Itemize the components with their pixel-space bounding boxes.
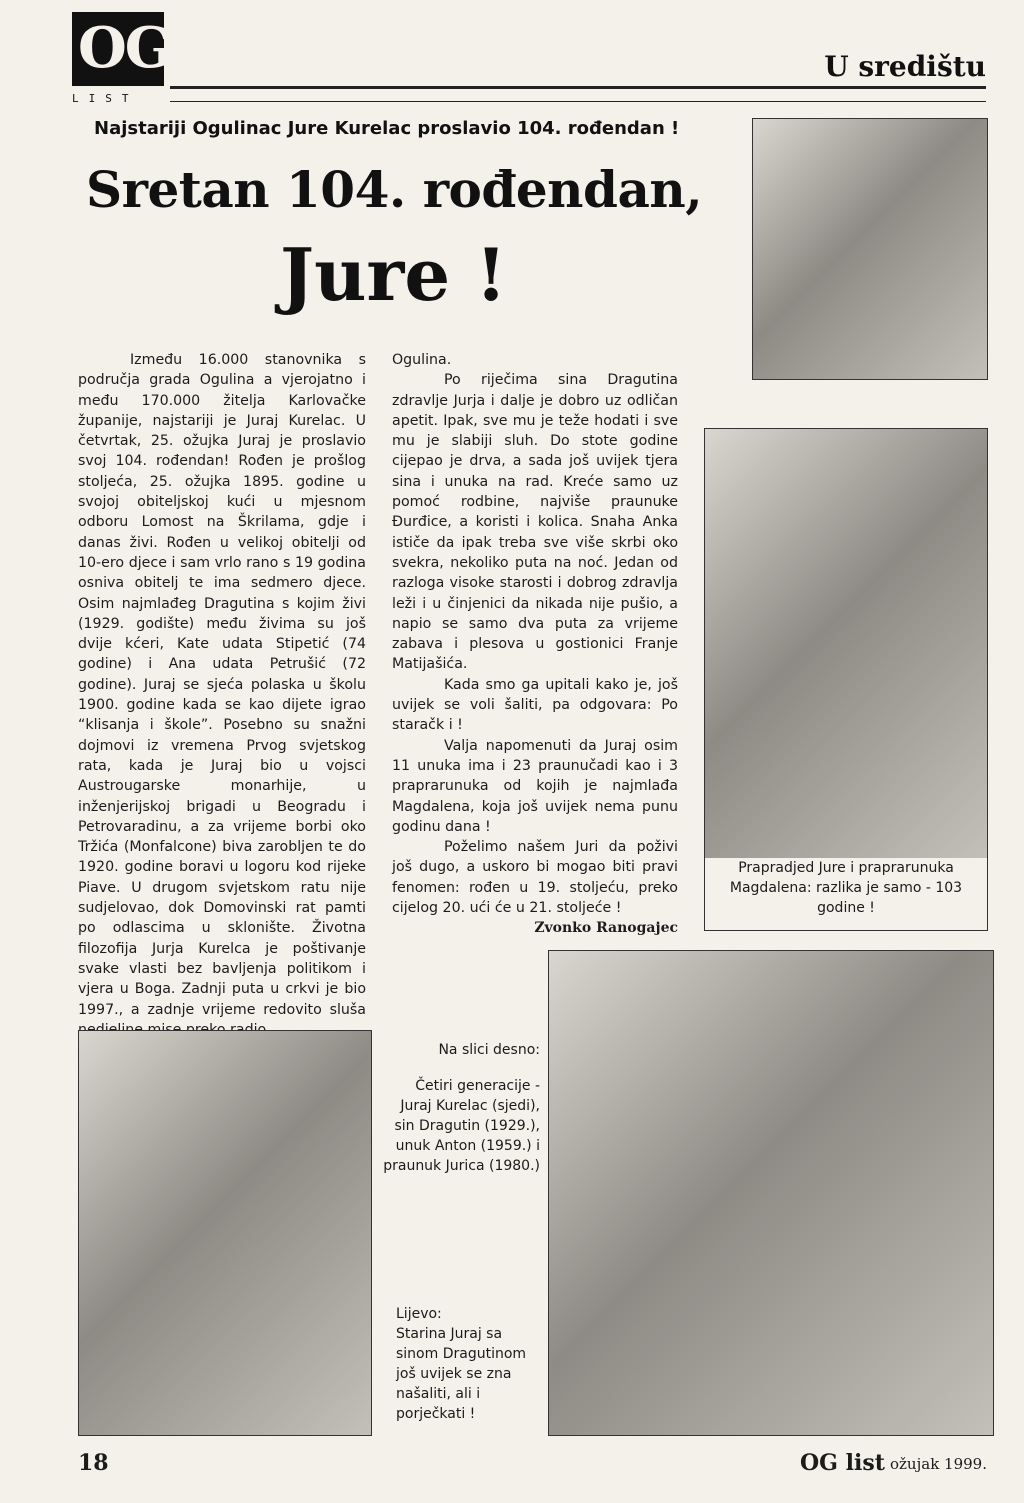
header-rule (170, 86, 986, 102)
article-paragraph: Kada smo ga upitali kako je, još uvijek se voli šaliti, pa odgovara: Po staračk i ! (392, 676, 678, 734)
headline-line-2: Jure ! (280, 232, 507, 317)
caption-text: Starina Juraj sa sinom Dragutinom još uvijek se zna našaliti, ali i porječkati ! (396, 1326, 527, 1422)
article-continuation: Ogulina. (392, 352, 452, 368)
father-son-caption (396, 1304, 536, 1424)
article-paragraph: Valja napomenuti da Juraj osim 11 unuka ima i 23 praunučadi kao i 3 praprarunuka od kojih je najmlađa Magdalena, koja još uvijek nema punu godinu dana ! (392, 737, 678, 835)
great-great-grandfather-photo (704, 428, 988, 860)
article-column-1 (78, 350, 366, 1040)
article-paragraph: Poželimo našem Juri da poživi još dugo, a uskoro bi mogao biti pravi fenomen: rođen u 19. stoljeću, preko cijelog 20. ući će u 21. stoljeće ! (392, 839, 678, 917)
article-paragraph: Po riječima sina Dragutina zdravlje Jurja i dalje je dobro uz odličan apetit. Ipak, sve mu je teže hodati i sve mu je slabiji sluh. Do stote godine cijepao je drva, a sada još uvijek tjera sina i unuka na rad. Kreće samo uz pomoć rodbine, najviše praunuke Đurđice, a koristi i kolica. Snaha Anka ističe da ipak treba sve više skrbi oko svekra, nekoliko puta na noć. Jedan od razloga visoke starosti i dobrog zdravlja leži i u činjenici da nikada nije pušio, a napio se samo dva puta za vrijeme zabava i plesova u gostionici Franje Matijašića. (392, 372, 678, 673)
logo-block (72, 12, 171, 86)
photo-caption: Prapradjed Jure i praprarunuka Magdalena: razlika je samo - 103 godine ! (704, 858, 988, 931)
four-generations-photo (548, 950, 994, 1436)
article-byline: Zvonko Ranogajec (534, 920, 678, 937)
caption-text: Četiri generacije - Juraj Kurelac (sjedi), sin Dragutin (1929.), unuk Anton (1959.) i praunuk Jurica (1980.) (383, 1078, 540, 1174)
caption-intro: Na slici desno: (438, 1042, 540, 1058)
issue-date: ožujak 1999. (890, 1455, 987, 1473)
caption-label: Lijevo: (396, 1306, 442, 1322)
article-column-2 (392, 350, 678, 939)
four-generations-caption (380, 1040, 540, 1176)
og-list-logo (72, 12, 171, 105)
logo-text: OG (78, 15, 171, 81)
page-number: 18 (78, 1450, 109, 1476)
article-kicker: Najstariji Ogulinac Jure Kurelac proslavio 104. rođendan ! (94, 118, 680, 139)
headline-line-1: Sretan 104. rođendan, (86, 160, 703, 219)
father-son-photo (78, 1030, 372, 1436)
logo-subtitle: LIST (72, 92, 139, 105)
portrait-photo (752, 118, 988, 380)
publication-name: OG list (800, 1450, 885, 1476)
article-paragraph: Između 16.000 stanovnika s područja grada Ogulina a vjerojatno i među 170.000 žitelja Karlovačke županije, najstariji je Juraj Kurelac. U četvrtak, 25. ožujka Juraj je proslavio svoj 104. rođendan! Rođen je prošlog stoljeća, 25. ožujka 1895. godine u svojoj obiteljskoj kući u mjesnom odboru Lomost na Škrilama, gdje i danas živi. Rođen u velikoj obitelji od 10-ero djece i sam vrlo rano s 19 godina osniva obitelj te ima sedmero djece. Osim najmlađeg Dragutina s kojim živi (1929. godište) među živima su još dvije kćeri, Kate udata Stipetić (74 godine) i Ana udata Petrušić (72 godine). Juraj se sjeća polaska u školu 1900. godine kada se kao dijete igrao “klisanja i škole”. Posebno su snažni dojmovi iz vremena Prvog svjetskog rata, kada je Juraj bio u vojsci Austrougarske monarhije, u inženjerijskoj brigadi u Beogradu i Petrovaradinu, a za vrijeme borbi oko Tržića (Monfalcone) biva zarobljen te do 1920. godine boravi u logoru kod rijeke Piave. U drugom svjetskom ratu nije sudjelovao, dok Domovinski rat pamti po odlascima u sklonište. Životna filozofija Jurja Kurelca je poštivanje svake vlasti bez bavljenja politikom i vjera u Boga. Zadnji puta u crkvi je bio 1997., a zadnje vrijeme redovito sluša (78, 352, 366, 1018)
section-title: U središtu (824, 50, 986, 83)
